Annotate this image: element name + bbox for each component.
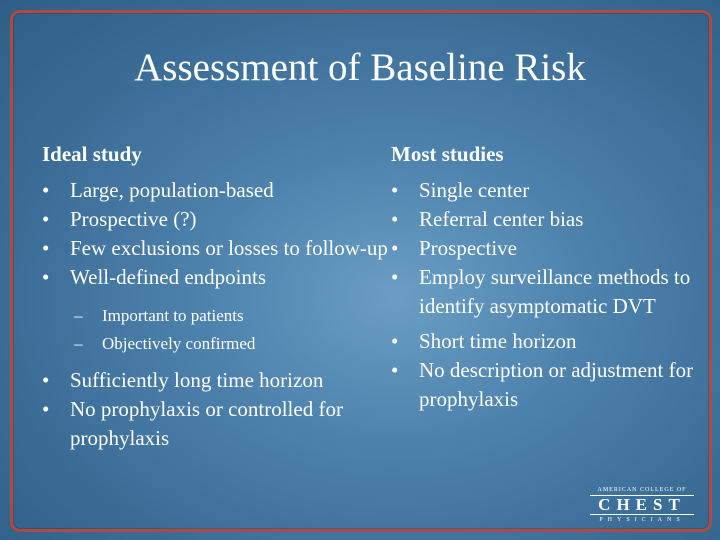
list-item: • Sufficiently long time horizon: [42, 366, 392, 395]
logo-main-text: CHEST: [590, 495, 694, 515]
bullet-icon: •: [42, 178, 50, 202]
bullet-icon: •: [42, 236, 50, 260]
left-column-heading: Ideal study: [42, 142, 142, 166]
list-item: • Well-defined endpoints: [42, 263, 392, 292]
bullet-icon: •: [391, 265, 399, 289]
right-column: [391, 140, 701, 414]
list-item: • No description or adjustment for prophylaxis: [391, 358, 694, 411]
right-bullet-list: [391, 176, 701, 414]
bullet-icon: •: [391, 236, 399, 260]
bullet-icon: •: [391, 178, 399, 202]
slide-title: Assessment of Baseline Risk: [134, 46, 586, 89]
bullet-icon: •: [391, 329, 399, 353]
bullet-icon: •: [391, 358, 399, 382]
list-item: • No prophylaxis or controlled for prophylaxis: [42, 397, 343, 450]
left-sub-bullet-list: [42, 302, 392, 358]
bullet-icon: •: [42, 207, 50, 231]
list-item: • Referral center bias: [391, 205, 701, 234]
bullet-icon: •: [42, 265, 50, 289]
dash-icon: –: [74, 334, 83, 353]
sub-list-item: – Important to patients: [42, 302, 392, 330]
logo-bottom-text: PHYSICIANS: [599, 517, 685, 523]
list-item: • Large, population-based: [42, 176, 392, 205]
left-column: [42, 140, 392, 453]
bullet-icon: •: [42, 397, 50, 421]
bullet-icon: •: [42, 368, 50, 392]
logo-top-text: AMERICAN COLLEGE OF: [597, 487, 687, 493]
chest-logo: [588, 486, 696, 524]
left-bullet-list-continued: [42, 366, 392, 453]
list-item: • Few exclusions or losses to follow-up: [42, 234, 392, 263]
right-column-heading: Most studies: [391, 142, 504, 166]
list-item: • Prospective (?): [42, 205, 392, 234]
list-item: • Prospective: [391, 234, 701, 263]
dash-icon: –: [74, 306, 83, 325]
list-item: • Single center: [391, 176, 701, 205]
left-bullet-list: [42, 176, 392, 292]
list-item: • Short time horizon: [391, 327, 701, 356]
list-item: • Employ surveillance methods to identify asymptomatic DVT: [391, 265, 691, 318]
bullet-icon: •: [391, 207, 399, 231]
sub-list-item: – Objectively confirmed: [42, 330, 392, 358]
